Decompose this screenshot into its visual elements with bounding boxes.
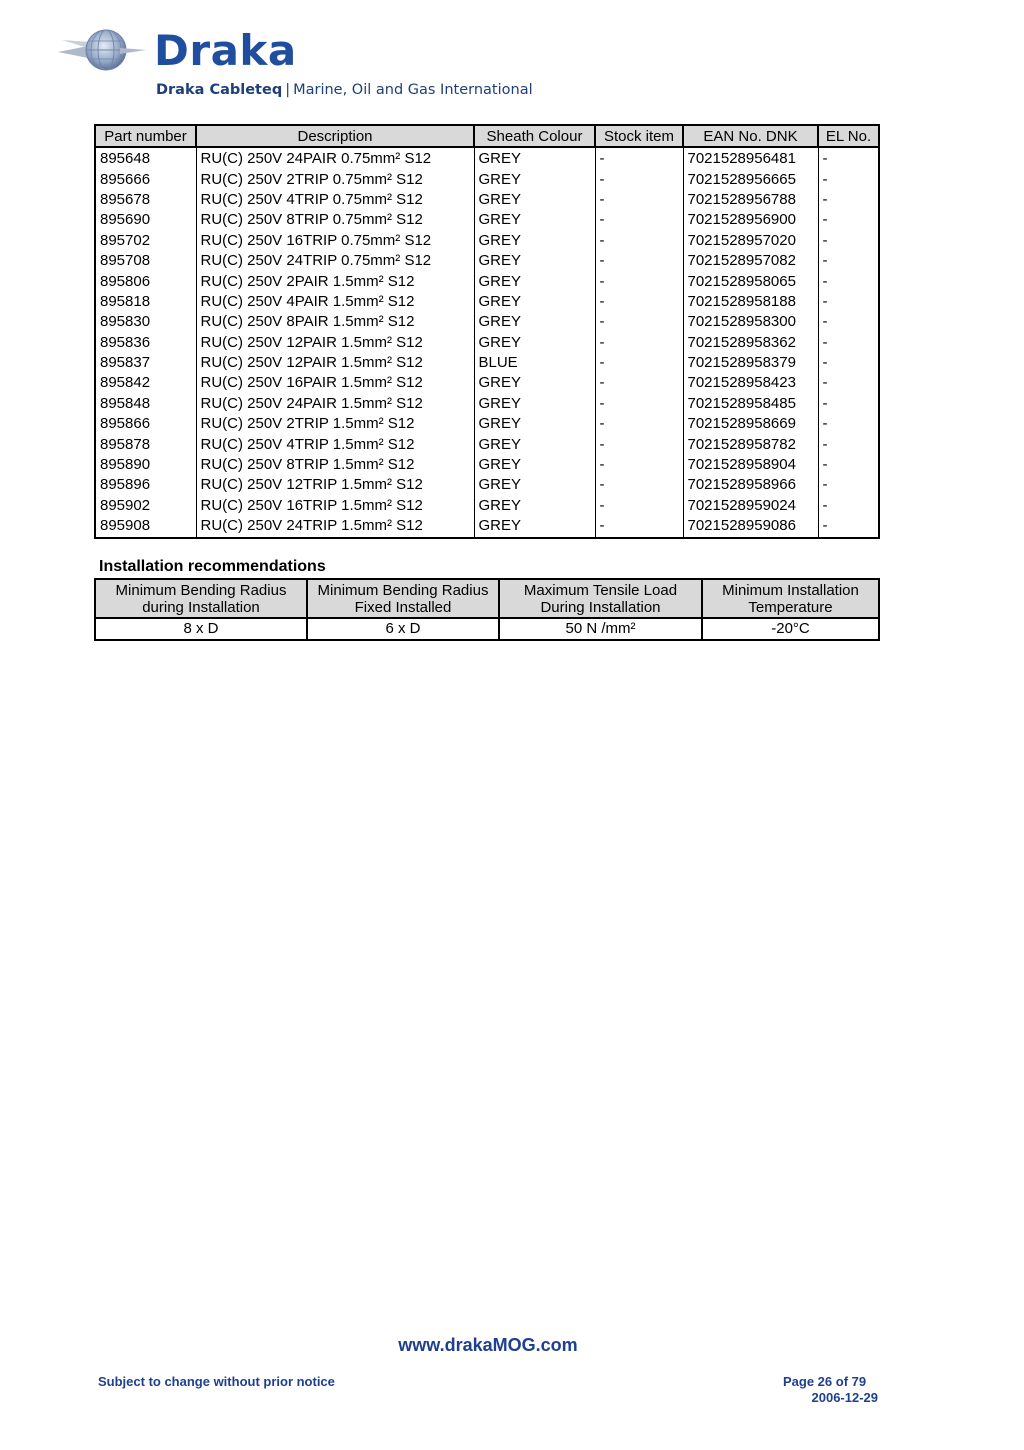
cell-sheath-colour: GREY	[474, 231, 595, 251]
cell-stock-item: -	[595, 434, 683, 454]
cell-sheath-colour: GREY	[474, 169, 595, 189]
table-row	[95, 231, 879, 251]
cell-sheath-colour: GREY	[474, 292, 595, 312]
cell-part-number: 895902	[95, 496, 196, 516]
cell-description: RU(C) 250V 16TRIP 1.5mm² S12	[196, 496, 474, 516]
table-row	[95, 210, 879, 230]
company-name: Draka Cableteq	[156, 82, 283, 98]
cell-stock-item: -	[595, 292, 683, 312]
cell-part-number: 895836	[95, 333, 196, 353]
column-header-description: Description	[196, 125, 474, 147]
cell-part-number: 895896	[95, 475, 196, 495]
footer-website-link[interactable]: www.drakaMOG.com	[398, 1335, 578, 1355]
cell-ean: 7021528958423	[683, 373, 818, 393]
table-row	[95, 271, 879, 291]
cell-el-no: -	[818, 414, 879, 434]
cell-ean: 7021528958362	[683, 333, 818, 353]
cell-stock-item: -	[595, 353, 683, 373]
globe-logo-icon	[58, 26, 148, 78]
cell-el-no: -	[818, 312, 879, 332]
cell-ean: 7021528958669	[683, 414, 818, 434]
cell-part-number: 895648	[95, 147, 196, 169]
table-row	[95, 373, 879, 393]
cell-part-number: 895818	[95, 292, 196, 312]
table-row	[95, 394, 879, 414]
cell-description: RU(C) 250V 24TRIP 1.5mm² S12	[196, 516, 474, 538]
column-header-ean: EAN No. DNK	[683, 125, 818, 147]
cell-ean: 7021528959024	[683, 496, 818, 516]
cell-stock-item: -	[595, 516, 683, 538]
cell-part-number: 895830	[95, 312, 196, 332]
cell-sheath-colour: GREY	[474, 190, 595, 210]
cell-part-number: 895848	[95, 394, 196, 414]
cell-description: RU(C) 250V 12TRIP 1.5mm² S12	[196, 475, 474, 495]
cell-el-no: -	[818, 210, 879, 230]
cell-description: RU(C) 250V 2TRIP 0.75mm² S12	[196, 169, 474, 189]
cell-el-no: -	[818, 169, 879, 189]
table-row	[95, 251, 879, 271]
table-row	[95, 312, 879, 332]
cell-ean: 7021528956900	[683, 210, 818, 230]
cell-sheath-colour: GREY	[474, 251, 595, 271]
table-row	[95, 414, 879, 434]
cell-description: RU(C) 250V 2TRIP 1.5mm² S12	[196, 414, 474, 434]
cell-ean: 7021528958485	[683, 394, 818, 414]
products-header-row	[95, 125, 879, 147]
cell-stock-item: -	[595, 271, 683, 291]
cell-description: RU(C) 250V 24PAIR 1.5mm² S12	[196, 394, 474, 414]
cell-sheath-colour: GREY	[474, 434, 595, 454]
cell-sheath-colour: GREY	[474, 373, 595, 393]
cell-el-no: -	[818, 271, 879, 291]
cell-description: RU(C) 250V 8TRIP 1.5mm² S12	[196, 455, 474, 475]
cell-stock-item: -	[595, 147, 683, 169]
installation-header-bending-install: Minimum Bending Radius during Installation	[95, 579, 307, 618]
cell-sheath-colour: GREY	[474, 516, 595, 538]
cell-description: RU(C) 250V 16TRIP 0.75mm² S12	[196, 231, 474, 251]
cell-part-number: 895806	[95, 271, 196, 291]
cell-ean: 7021528958300	[683, 312, 818, 332]
cell-part-number: 895890	[95, 455, 196, 475]
cell-description: RU(C) 250V 12PAIR 1.5mm² S12	[196, 353, 474, 373]
cell-el-no: -	[818, 475, 879, 495]
cell-ean: 7021528956665	[683, 169, 818, 189]
cell-sheath-colour: GREY	[474, 394, 595, 414]
value-bending-fixed: 6 x D	[307, 618, 499, 640]
cell-sheath-colour: GREY	[474, 496, 595, 516]
table-row	[95, 147, 879, 169]
cell-ean: 7021528958379	[683, 353, 818, 373]
installation-header-bending-fixed: Minimum Bending Radius Fixed Installed	[307, 579, 499, 618]
cell-sheath-colour: GREY	[474, 455, 595, 475]
cell-sheath-colour: BLUE	[474, 353, 595, 373]
footer-page-number: Page 26 of 79	[783, 1374, 867, 1389]
cell-stock-item: -	[595, 312, 683, 332]
cell-ean: 7021528957020	[683, 231, 818, 251]
cell-description: RU(C) 250V 2PAIR 1.5mm² S12	[196, 271, 474, 291]
cell-part-number: 895678	[95, 190, 196, 210]
cell-ean: 7021528958966	[683, 475, 818, 495]
cell-sheath-colour: GREY	[474, 271, 595, 291]
cell-part-number: 895908	[95, 516, 196, 538]
table-row	[95, 292, 879, 312]
cell-el-no: -	[818, 516, 879, 538]
cell-part-number: 895878	[95, 434, 196, 454]
table-row	[95, 496, 879, 516]
cell-sheath-colour: GREY	[474, 414, 595, 434]
cell-sheath-colour: GREY	[474, 210, 595, 230]
cell-ean: 7021528958188	[683, 292, 818, 312]
cell-stock-item: -	[595, 231, 683, 251]
cell-el-no: -	[818, 147, 879, 169]
products-table	[94, 124, 880, 539]
cell-el-no: -	[818, 455, 879, 475]
cell-stock-item: -	[595, 475, 683, 495]
table-row	[95, 434, 879, 454]
cell-description: RU(C) 250V 8PAIR 1.5mm² S12	[196, 312, 474, 332]
table-row	[95, 455, 879, 475]
cell-el-no: -	[818, 292, 879, 312]
cell-part-number: 895837	[95, 353, 196, 373]
cell-description: RU(C) 250V 16PAIR 1.5mm² S12	[196, 373, 474, 393]
cell-sheath-colour: GREY	[474, 312, 595, 332]
column-header-sheath-colour: Sheath Colour	[474, 125, 595, 147]
cell-stock-item: -	[595, 169, 683, 189]
cell-ean: 7021528958904	[683, 455, 818, 475]
column-header-el-no: EL No.	[818, 125, 879, 147]
logo-tagline	[156, 82, 533, 98]
column-header-part-number: Part number	[95, 125, 196, 147]
cell-ean: 7021528957082	[683, 251, 818, 271]
cell-description: RU(C) 250V 24PAIR 0.75mm² S12	[196, 147, 474, 169]
cell-el-no: -	[818, 190, 879, 210]
cell-stock-item: -	[595, 251, 683, 271]
cell-description: RU(C) 250V 4TRIP 1.5mm² S12	[196, 434, 474, 454]
value-temperature: -20°C	[702, 618, 879, 640]
cell-part-number: 895702	[95, 231, 196, 251]
cell-description: RU(C) 250V 4PAIR 1.5mm² S12	[196, 292, 474, 312]
value-tensile-load: 50 N /mm²	[499, 618, 702, 640]
cell-ean: 7021528958065	[683, 271, 818, 291]
cell-sheath-colour: GREY	[474, 333, 595, 353]
cell-el-no: -	[818, 394, 879, 414]
division-name: Marine, Oil and Gas International	[293, 82, 533, 98]
installation-header-temperature: Minimum Installation Temperature	[702, 579, 879, 618]
cell-part-number: 895666	[95, 169, 196, 189]
cell-part-number: 895842	[95, 373, 196, 393]
cell-stock-item: -	[595, 333, 683, 353]
column-header-stock-item: Stock item	[595, 125, 683, 147]
cell-ean: 7021528959086	[683, 516, 818, 538]
table-row	[95, 333, 879, 353]
products-body	[95, 147, 879, 538]
cell-el-no: -	[818, 373, 879, 393]
table-row	[95, 190, 879, 210]
company-logo	[58, 26, 533, 106]
tagline-separator: |	[285, 82, 291, 98]
table-row	[95, 353, 879, 373]
installation-values-row	[95, 618, 879, 640]
cell-sheath-colour: GREY	[474, 147, 595, 169]
cell-part-number: 895690	[95, 210, 196, 230]
installation-header-row	[95, 579, 879, 618]
cell-el-no: -	[818, 251, 879, 271]
cell-stock-item: -	[595, 496, 683, 516]
installation-table	[94, 578, 880, 641]
footer-notice: Subject to change without prior notice	[98, 1374, 335, 1389]
cell-stock-item: -	[595, 373, 683, 393]
cell-sheath-colour: GREY	[474, 475, 595, 495]
cell-ean: 7021528956788	[683, 190, 818, 210]
cell-stock-item: -	[595, 455, 683, 475]
cell-el-no: -	[818, 434, 879, 454]
cell-el-no: -	[818, 496, 879, 516]
cell-stock-item: -	[595, 210, 683, 230]
installation-header-tensile-load: Maximum Tensile Load During Installation	[499, 579, 702, 618]
installation-title: Installation recommendations	[99, 558, 326, 575]
cell-description: RU(C) 250V 4TRIP 0.75mm² S12	[196, 190, 474, 210]
cell-description: RU(C) 250V 24TRIP 0.75mm² S12	[196, 251, 474, 271]
cell-stock-item: -	[595, 190, 683, 210]
cell-el-no: -	[818, 353, 879, 373]
cell-ean: 7021528958782	[683, 434, 818, 454]
table-row	[95, 516, 879, 538]
cell-part-number: 895708	[95, 251, 196, 271]
cell-stock-item: -	[595, 414, 683, 434]
cell-el-no: -	[818, 333, 879, 353]
cell-part-number: 895866	[95, 414, 196, 434]
cell-el-no: -	[818, 231, 879, 251]
cell-description: RU(C) 250V 12PAIR 1.5mm² S12	[196, 333, 474, 353]
value-bending-install: 8 x D	[95, 618, 307, 640]
logo-wordmark: Draka	[154, 26, 297, 75]
table-row	[95, 475, 879, 495]
footer-date: 2006-12-29	[811, 1390, 878, 1405]
cell-ean: 7021528956481	[683, 147, 818, 169]
cell-stock-item: -	[595, 394, 683, 414]
cell-description: RU(C) 250V 8TRIP 0.75mm² S12	[196, 210, 474, 230]
table-row	[95, 169, 879, 189]
